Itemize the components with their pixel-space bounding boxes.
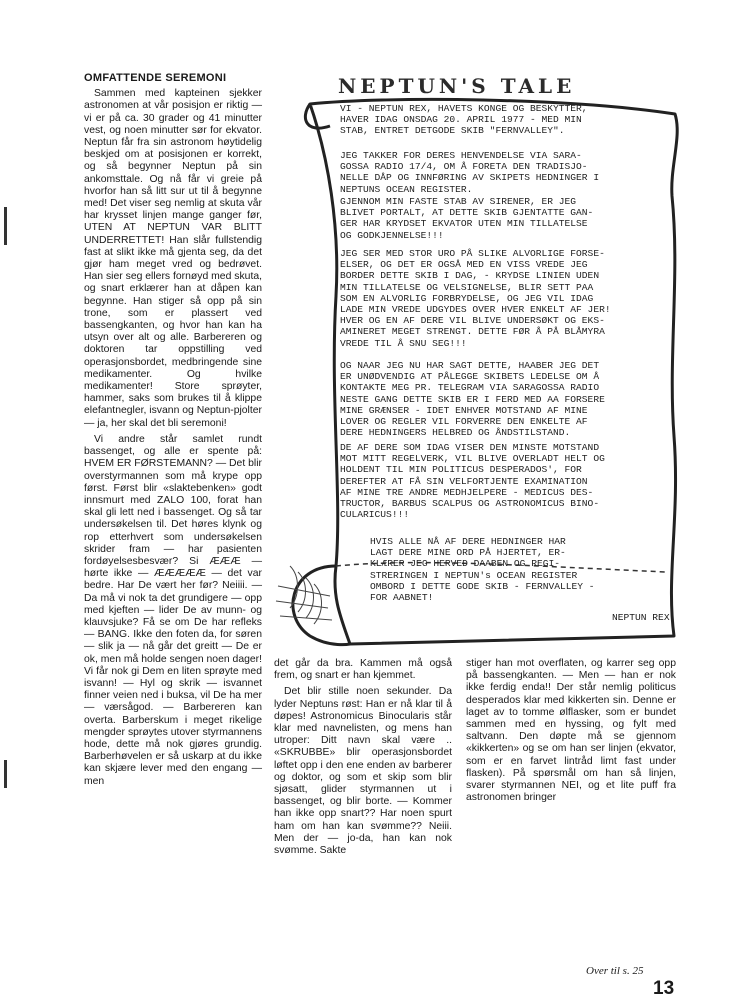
- speech-block: JEG TAKKER FOR DERES HENVENDELSE VIA SARA- GOSSA RADIO 17/4, OM Å FORETA DEN TRADISJO- NELLE DÅP OG INNFØRING AV SKIPETS HEDNINGER I NEPTUNS OCEAN REGISTER.: [340, 150, 600, 195]
- article-paragraph: stiger han mot overflaten, og karrer seg opp på bassengkanten. — Men — han er nok ikke ferdig enda!! Der står nemlig politicus desperados klar med kikkerten sin. Denne er laget av to tomme ølflasker, som er bundet sammen med en hyssing, og fylt med saltvann. Den døpte må se gjennom «kikkerten» og se om han ser linjen (ekvator, som er en farvet lintråd limt fast under flasken). På spørsmål om han så linjen, svarer styrmannen NEI, og et lite puff fra astronomen bringer: [466, 658, 676, 804]
- continued-note: Over til s. 25: [586, 965, 644, 977]
- speech-block: JEG SER MED STOR URO PÅ SLIKE ALVORLIGE FORSE- ELSER, OG DET ER OGSÅ MED EN VISS VREDE JEG BORDER DETTE SKIB I DAG, - KRYDSE LINIEN UDEN MIN TILLATELSE OG VELSIGNELSE, BLIR SETT PAA SOM EN ALVORLIG FORBRYDELSE, OG JEG VIL IDAG LADE MIN VREDE UDGYDES OVER HVER ENKELT AF JER! HVER OG EN AF DERE VIL BLIVE UNDERSØKT OG EKS- AMINERET MEGET STRENGT. DETTE FØR Å PÅ BLÅMYRA VREDE TIL Å SNU SEG!!!: [340, 248, 611, 349]
- middle-column: [274, 658, 452, 861]
- speech-block: HVIS ALLE NÅ AF DERE HEDNINGER HAR LAGT DERE MINE ORD PÅ HJERTET, ER- KLÆRER JEG HERVED DAABEN OG REGI- STRERINGEN I NEPTUN's OCEAN REGISTER OMBORD I DETTE GODE SKIB - FERNVALLEY - FOR AABNET!: [370, 536, 595, 604]
- speech-block: VI - NEPTUN REX, HAVETS KONGE OG BESKYTTER, HAVER IDAG ONSDAG 20. APRIL 1977 - MED MIN STAB, ENTRET DETGODE SKIB "FERNVALLEY".: [340, 103, 588, 137]
- speech-block: GJENNOM MIN FASTE STAB AV SIRENER, ER JEG BLIVET PORTALT, AT DETTE SKIB GJENTATTE GAN- GER HAR KRYDSET EKVATOR UTEN MIN TILLATELSE OG GODKJENNELSE!!!: [340, 196, 594, 241]
- article-paragraph: Det blir stille noen sekunder. Da lyder Neptuns røst: Han er nå klar til å døpes! Astronomicus Binocularis står klar med navnelisten, og mens han utroper: Ditt navn skal være .. «SKRUBBE» blir operasjonsbordet løftet opp i den ene enden av barberer og doktor, og som et skip som blir sjøsatt, glider styrmannen ut i bassenget, og blir borte. — Kommer han ikke opp snart?? Har noen spurt ham om han kan svømme?? Neiii. Men der — jo-da, han kan nok svømme. Sakte: [274, 686, 452, 857]
- article-paragraph: Vi andre står samlet rundt bassenget, og alle er spente på: HVEM ER FØRSTEMANN? — Det blir overstyrmannen som må krype opp først. Først blir «slaktebenken» godt innsmurt med ZALO 100, forat han skal gli lett ned i bassenget. Og så tar undersøkelsen til. Det høres klynk og rop etterhvert som undersøkelsen skrider fram — har pasienten fordøyelsesbesvær? Si ÆÆÆ — hørte ikke — ÆÆÆÆÆ — det var bedre. Har De vært her før? Neiiii. — Da må vi nok ta det grundigere — opp med kjeften — lider De av munn- og klauvsjuke? Få se om De har refleks — BANG. Ikke den foten da, for søren — slik ja — nå går det greitt — De er ok, men må holde sengen noen dager! Vi får nok gi Dem en liten sprøyte med isvann! — Hyl og skrik — isvannet finner veien ned i buksa, vil De ha mer — værsågod. — Barbereren kan overta. Barberskum i meget rikelige mengder sprøytes utover styrmannens hode, dette må nok gjøres grundig. Barberhøvelen er så uskarp at du ikke kan skjære lever med den engang — men: [84, 433, 262, 787]
- article-heading: OMFATTENDE SEREMONI: [84, 72, 227, 84]
- page-number: 13: [653, 978, 675, 999]
- article-paragraph: Sammen med kapteinen sjekker astronomen at vår posisjon er riktig — vi er på ca. 30 grader og 41 minutter vest, og noen minutter sør for ekvator. Neptun får fra sin astronom høytidelig beskjed om at posisjonen er korrekt, og så begynner Neptun på sin ankomsttale. Og nå får vi greie på hvorfor han så litt sur ut til å begynne med! Det viser seg nemlig at skuta vår har krysset linjen mange ganger før, UTEN AT NEPTUN VAR BLITT UNDERRETTET! Han slår fullstendig fast at slikt ikke må gjenta seg, da det gjør ham meget vred og bedrøvet. Han sier seg ellers fornøyd med skuta, og snart erklærer han at dåpen kan begynne. Han stiger så opp på sin trone, som er plassert ved bassengkanten, og hvor han kan ha utsyn over alt og alle. Barbereren og doktoren tar oppstilling ved operasjonsbordet, medbringende sine medikamenter. Og hvilke medikamenter! Store sprøyter, hammer, saks som brukes til å klippe elefantnegler, isvann og Neptun-pjolter — ja, her skal det bli seremoni!: [84, 88, 262, 429]
- speech-title: NEPTUN'S TALE: [338, 74, 576, 98]
- scan-edge-mark: [4, 207, 7, 245]
- scan-edge-mark: [4, 760, 7, 788]
- speech-block: OG NAAR JEG NU HAR SAGT DETTE, HAABER JEG DET ER UNØDVENDIG AT PÅLEGGE SKIBETS LEDELSE OM Å KONTAKTE MEG PR. TELEGRAM VIA SARAGOSSA RADIO NESTE GANG DETTE SKIB ER I FERD MED AA FORSERE MINE GRÆNSER - IDET ENHVER MOTSTAND AF MINE LOVER OG REGLER VIL FORVERRE DEN ENKELTE AF DERE HEDNINGERS HELBRED OG ÅNDSTILSTAND.: [340, 360, 605, 439]
- right-column: [466, 658, 676, 808]
- speech-block: DE AF DERE SOM IDAG VISER DEN MINSTE MOTSTAND MOT MITT REGELVERK, VIL BLIVE OVERLADT HELT OG HOLDENT TIL MIN POLITICUS DESPERADOS', FOR DEREFTER AT FÅ SIN VELFORTJENTE EXAMINATION AF MINE TRE ANDRE MEDHJELPERE - MEDICUS DES- TRUCTOR, BARBUS SCALPUS OG ASTRONOMICUS BINO- CULARICUS!!!: [340, 442, 605, 521]
- speech-signature: NEPTUN REX: [612, 612, 670, 623]
- article-paragraph: det går da bra. Kammen må også frem, og snart er han kjemmet.: [274, 658, 452, 682]
- left-column: [84, 72, 262, 792]
